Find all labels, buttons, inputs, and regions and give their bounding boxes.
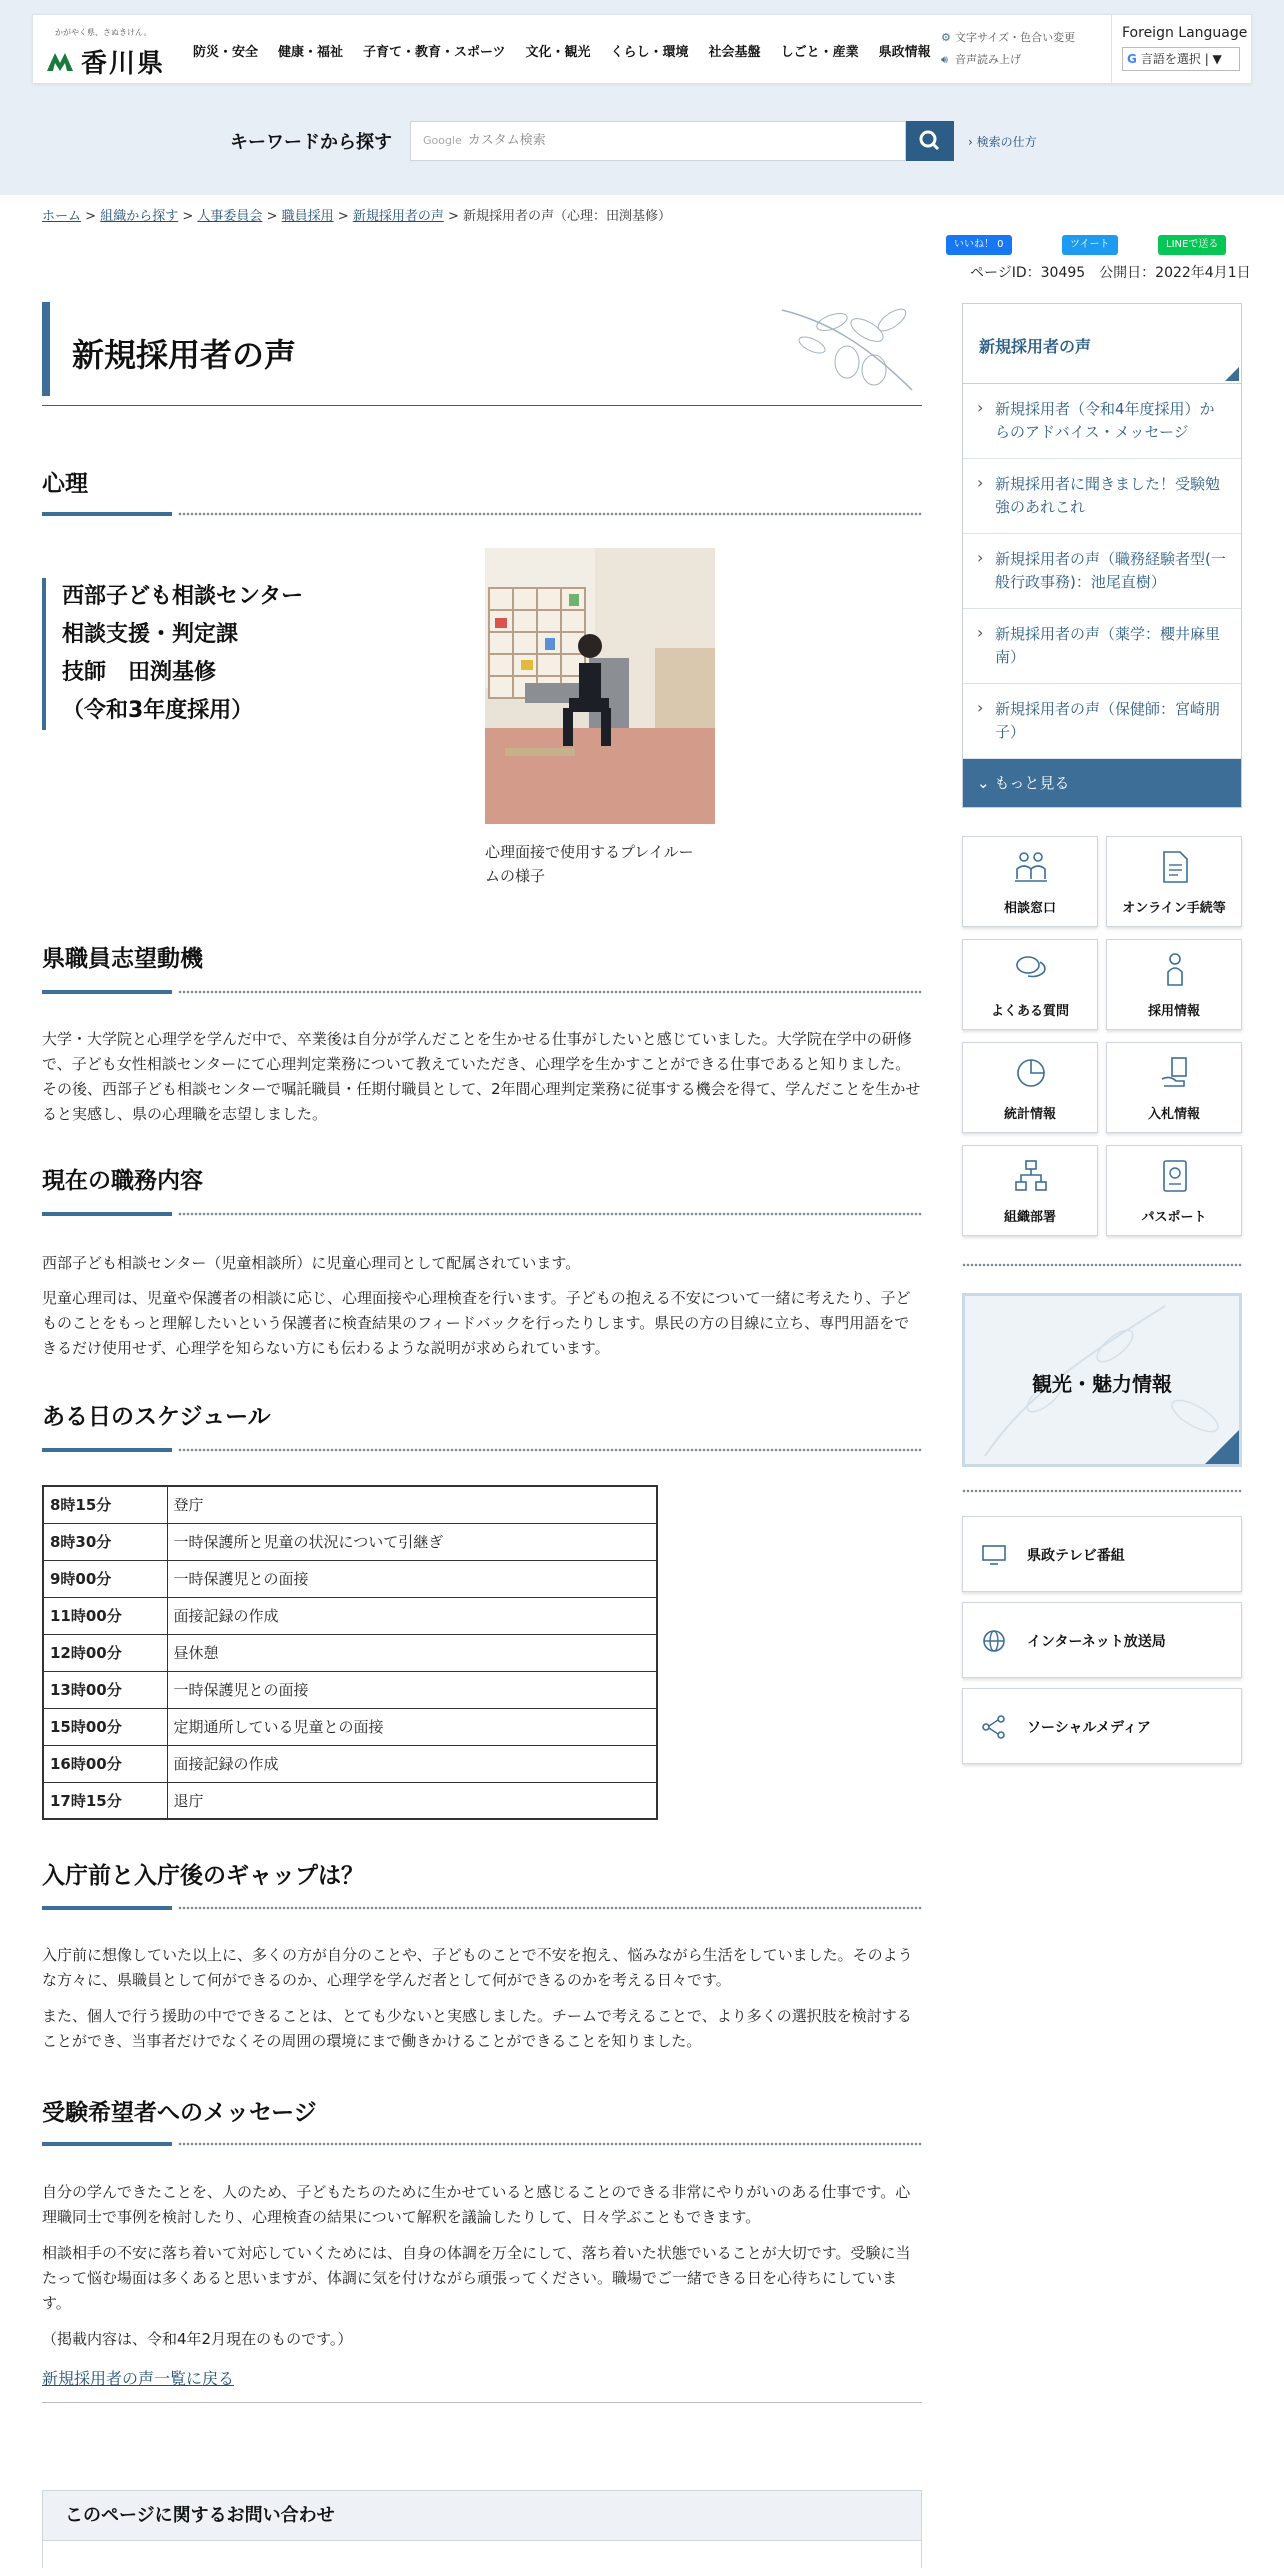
language-select-label: 言語を選択 (1140, 52, 1201, 66)
header-utilities (941, 27, 1121, 71)
tweet-button[interactable]: ツイート (1062, 235, 1118, 255)
quick-links (962, 836, 1242, 1236)
message-text-1: 自分の学んできたことを、人のため、子どもたちのために生かせていると感じることのできる非常にやりがいのある仕事です。心理職同士で事例を検討したり、心理検査の結果について解釈を議論したりして、日々学ぶこともできます。 (42, 2183, 911, 2226)
divider (962, 1263, 1242, 1267)
schedule-time: 15時00分 (43, 1708, 167, 1745)
breadcrumb-recruit[interactable]: 職員採用 (281, 209, 334, 224)
schedule-time: 17時15分 (43, 1782, 167, 1819)
contact-box (42, 2490, 922, 2568)
tile-label: 採用情報 (1147, 1004, 1200, 1019)
tile-label: 相談窓口 (1003, 901, 1056, 916)
schedule-task: 面接記録の作成 (167, 1597, 657, 1634)
tv-icon (981, 1543, 1007, 1567)
logo-tagline: かがやく県、さぬきけん。 (55, 28, 152, 37)
search-input[interactable] (410, 121, 906, 161)
sidebar-item[interactable]: › 新規採用者の声（保健師：宮崎朋子） (963, 684, 1241, 759)
photo-caption: 心理面接で使用するプレイルームの様子 (485, 843, 694, 885)
profile-block (42, 578, 303, 730)
breadcrumb-separator: > (337, 209, 349, 224)
search-howto-link[interactable]: › 検索の仕方 (968, 134, 1037, 149)
show-more-button[interactable] (963, 759, 1241, 807)
corner-triangle-icon (1225, 367, 1239, 381)
tile-soshiki[interactable] (962, 1145, 1098, 1236)
nav-item-kenkou[interactable]: 健康・福祉 (278, 44, 344, 60)
text-size-link[interactable] (941, 27, 1121, 49)
people-icon (1014, 849, 1048, 885)
tile-label: よくある質問 (990, 1004, 1069, 1019)
section-heading-gap: 入庁前と入庁後のギャップは？ (42, 1863, 364, 1889)
main-content (42, 300, 922, 2526)
tv-program-link[interactable] (962, 1516, 1242, 1592)
schedule-time: 9時00分 (43, 1560, 167, 1597)
internet-broadcast-label: インターネット放送局 (1027, 1634, 1166, 1650)
nav-item-kensei[interactable]: 県政情報 (878, 44, 931, 60)
table-row (43, 1597, 657, 1634)
social-media-link[interactable] (962, 1688, 1242, 1764)
nav-item-shakai[interactable]: 社会基盤 (708, 44, 761, 60)
schedule-time: 16時00分 (43, 1745, 167, 1782)
share-icon (981, 1715, 1007, 1739)
breadcrumb-separator: > (85, 209, 97, 224)
title-accent-bar (42, 302, 50, 396)
olive-branch-icon (772, 300, 922, 395)
kagawa-mark-icon (45, 47, 75, 73)
internet-broadcast-link[interactable] (962, 1602, 1242, 1678)
show-more-label: もっと見る (994, 774, 1070, 792)
corner-triangle-icon (1205, 1430, 1239, 1464)
facebook-like-button[interactable]: いいね！ 0 (946, 235, 1012, 255)
sidebar (962, 303, 1242, 1736)
profile-office: 西部子ども相談センター (62, 584, 304, 609)
schedule-task: 定期通所している児童との面接 (167, 1708, 657, 1745)
google-g-icon: G (1127, 52, 1137, 66)
heading-rule (42, 2142, 922, 2148)
breadcrumb-separator: > (447, 209, 459, 224)
section-heading-schedule: ある日のスケジュール (42, 1404, 271, 1430)
tile-toukei[interactable] (962, 1042, 1098, 1133)
google-label: Google (423, 134, 462, 147)
tile-online[interactable] (1106, 836, 1242, 927)
schedule-time: 8時30分 (43, 1523, 167, 1560)
sidebar-item[interactable]: › 新規採用者に聞きました！受験勉強のあれこれ (963, 459, 1241, 534)
page-title: 新規採用者の声 (72, 336, 297, 374)
table-row (43, 1708, 657, 1745)
heading-rule (42, 1448, 922, 1454)
global-nav (193, 15, 951, 85)
page-id: ページID：30495 (970, 265, 1086, 281)
tourism-banner[interactable] (962, 1293, 1242, 1467)
schedule-task: 登庁 (167, 1486, 657, 1523)
line-share-button[interactable]: LINEで送る (1158, 235, 1226, 255)
section-heading-motive: 県職員志望動機 (42, 946, 203, 972)
page-meta (970, 262, 1251, 282)
section-heading-duty: 現在の職務内容 (42, 1168, 203, 1194)
site-logo[interactable] (41, 23, 191, 77)
speaker-icon: 🔊︎ (941, 53, 948, 66)
nav-item-kurashi[interactable]: くらし・環境 (610, 44, 689, 60)
profile-year: （令和3年度採用） (62, 698, 254, 723)
language-select[interactable]: G 言語を選択 | ▼ (1122, 47, 1240, 71)
site-header (32, 14, 1252, 84)
org-chart-icon (1014, 1158, 1048, 1194)
schedule-time: 11時00分 (43, 1597, 167, 1634)
tile-label: パスポート (1141, 1210, 1207, 1225)
subnav-heading-label: 新規採用者の声 (979, 337, 1092, 356)
schedule-time: 12時00分 (43, 1634, 167, 1671)
sidebar-subnav (962, 303, 1242, 808)
breadcrumb-separator: > (182, 209, 194, 224)
tile-passport[interactable] (1106, 1145, 1242, 1236)
search-button[interactable] (906, 121, 954, 161)
schedule-task: 昼休憩 (167, 1634, 657, 1671)
publish-date: 公開日：2022年4月1日 (1099, 265, 1251, 281)
nav-item-bousai[interactable]: 防災・安全 (193, 44, 259, 60)
contact-heading: このページに関するお問い合わせ (43, 2491, 921, 2541)
tile-soudan[interactable] (962, 836, 1098, 927)
sidebar-item[interactable]: › 新規採用者の声（職務経験者型(一般行政事務)：池尾直樹） (963, 534, 1241, 609)
heading-rule (42, 1212, 922, 1218)
heading-rule (42, 990, 922, 996)
table-row (43, 1560, 657, 1597)
chat-bubbles-icon (1014, 952, 1048, 988)
duty-text-2: 児童心理司は、児童や保護者の相談に応じ、心理面接や心理検査を行います。子どもの抱える不安について一緒に考えたり、子どものことをもっと理解したいという保護者に検査結果のフィードバックを行ったりします。県民の方の目線に立ち、専門用語をできるだけ使用せず、心理学を知らない方にも伝わるような説明が求められています。 (42, 1289, 911, 1357)
sidebar-item[interactable]: › 新規採用者（令和4年度採用）からのアドバイス・メッセージ (963, 384, 1241, 459)
breadcrumb-personnel[interactable]: 人事委員会 (197, 209, 263, 224)
chevron-down-icon: ▼ (1212, 52, 1222, 66)
breadcrumb-home[interactable]: ホーム (42, 209, 82, 224)
tile-nyusatsu[interactable] (1106, 1042, 1242, 1133)
profile-name: 技師 田渕基修 (62, 660, 217, 685)
pie-chart-icon (1014, 1055, 1048, 1091)
voice-link[interactable] (941, 49, 1121, 71)
tile-label: 組織部署 (1003, 1210, 1056, 1225)
gear-icon: ⚙ (941, 31, 951, 44)
schedule-time: 8時15分 (43, 1486, 167, 1523)
text-size-label: 文字サイズ・色合い変更 (955, 31, 1076, 44)
breadcrumb-organization[interactable]: 組織から探す (100, 209, 179, 224)
tourism-banner-label: 観光・魅力情報 (1032, 1372, 1172, 1396)
tile-saiyou[interactable] (1106, 939, 1242, 1030)
schedule-task: 面接記録の作成 (167, 1745, 657, 1782)
back-to-list-link[interactable]: 新規採用者の声一覧に戻る (42, 2369, 235, 2388)
motive-text: 大学・大学院と心理学を学んだ中で、卒業後は自分が学んだことを生かせる仕事がしたいと感じていました。大学院在学中の研修で、子ども女性相談センターにて心理判定業務について教えていただき、心理学を生かすことができる仕事であると知りました。その後、西部子ども相談センターで嘱託職員・任期付職員として、2年間心理判定業務に従事する機会を得て、学んだことを生かせると実感し、県の心理職を志望しました。 (42, 1030, 921, 1123)
nav-item-bunka[interactable]: 文化・観光 (525, 44, 591, 60)
divider (42, 2402, 922, 2403)
sidebar-item[interactable]: › 新規採用者の声（薬学：櫻井麻里南） (963, 609, 1241, 684)
duty-text-1: 西部子ども相談センター（児童相談所）に児童心理司として配属されています。 (42, 1254, 581, 1272)
gap-text-1: 入庁前に想像していた以上に、多くの方が自分のことや、子どものことで不安を抱え、悩みながら生活をしていました。そのような方々に、県職員として何ができるのか、心理学を学んだ者として何ができるのかを考える日々です。 (42, 1946, 913, 1989)
table-row (43, 1486, 657, 1523)
breadcrumb-current: 新規採用者の声（心理：田渕基修） (463, 209, 672, 224)
nav-item-kosodate[interactable]: 子育て・教育・スポーツ (363, 44, 506, 60)
table-row (43, 1671, 657, 1708)
gap-text-2: また、個人で行う援助の中でできることは、とても少ないと実感しました。チームで考えることで、より多くの選択肢を検討することができ、当事者だけでなくその周囲の環境にまで働きかけることができることを知りました。 (42, 2007, 912, 2050)
document-icon (1158, 849, 1192, 885)
breadcrumb-voices[interactable]: 新規採用者の声 (352, 209, 444, 224)
section-heading-message: 受験希望者へのメッセージ (42, 2100, 317, 2126)
heading-rule (42, 512, 922, 518)
tile-label: 統計情報 (1003, 1107, 1056, 1122)
table-row (43, 1634, 657, 1671)
foreign-language-box (1111, 15, 1253, 85)
search-howto-label: 検索の仕方 (976, 134, 1037, 149)
tile-faq[interactable] (962, 939, 1098, 1030)
schedule-time: 13時00分 (43, 1671, 167, 1708)
schedule-task: 一時保護所と児童の状況について引継ぎ (167, 1523, 657, 1560)
foreign-language-title: Foreign Language (1122, 25, 1248, 41)
chevron-down-icon: ⌄ (977, 774, 995, 792)
globe-icon (981, 1629, 1007, 1653)
search-placeholder: カスタム検索 (467, 133, 546, 148)
page-title-block (42, 300, 922, 406)
breadcrumb-separator: > (266, 209, 278, 224)
schedule-task: 一時保護児との面接 (167, 1560, 657, 1597)
divider (962, 1489, 1242, 1493)
nav-item-shigoto[interactable]: しごと・産業 (780, 44, 859, 60)
schedule-task: 一時保護児との面接 (167, 1671, 657, 1708)
table-row (43, 1745, 657, 1782)
table-row (43, 1523, 657, 1560)
logo-name: 香川県 (81, 49, 166, 79)
playroom-photo (485, 548, 715, 824)
person-icon (1158, 952, 1192, 988)
posting-note: （掲載内容は、令和4年2月現在のものです。） (42, 2330, 353, 2348)
tile-label: 入札情報 (1147, 1107, 1200, 1122)
search-row (230, 120, 1037, 162)
tv-program-label: 県政テレビ番組 (1027, 1548, 1125, 1564)
voice-label: 音声読み上げ (955, 53, 1021, 66)
search-label: キーワードから探す (230, 132, 392, 153)
profile-division: 相談支援・判定課 (62, 622, 239, 647)
breadcrumb (42, 205, 671, 224)
passport-icon (1158, 1158, 1192, 1194)
table-row (43, 1782, 657, 1819)
message-text-2: 相談相手の不安に落ち着いて対応していくためには、自身の体調を万全にして、落ち着いた状態でいることが大切です。受験に当たって悩む場面は多くあると思いますが、体調に気を付けながら頑張ってください。職場でご一緒できる日を心待ちにしています。 (42, 2244, 911, 2312)
hand-document-icon (1158, 1055, 1192, 1091)
schedule-task: 退庁 (167, 1782, 657, 1819)
subnav-heading (963, 304, 1241, 384)
schedule-table (42, 1485, 658, 1820)
tile-label: オンライン手続等 (1122, 901, 1226, 916)
section-heading-shinri: 心理 (42, 471, 88, 497)
social-media-label: ソーシャルメディア (1027, 1720, 1151, 1736)
search-icon (906, 121, 954, 161)
heading-rule (42, 1906, 922, 1912)
